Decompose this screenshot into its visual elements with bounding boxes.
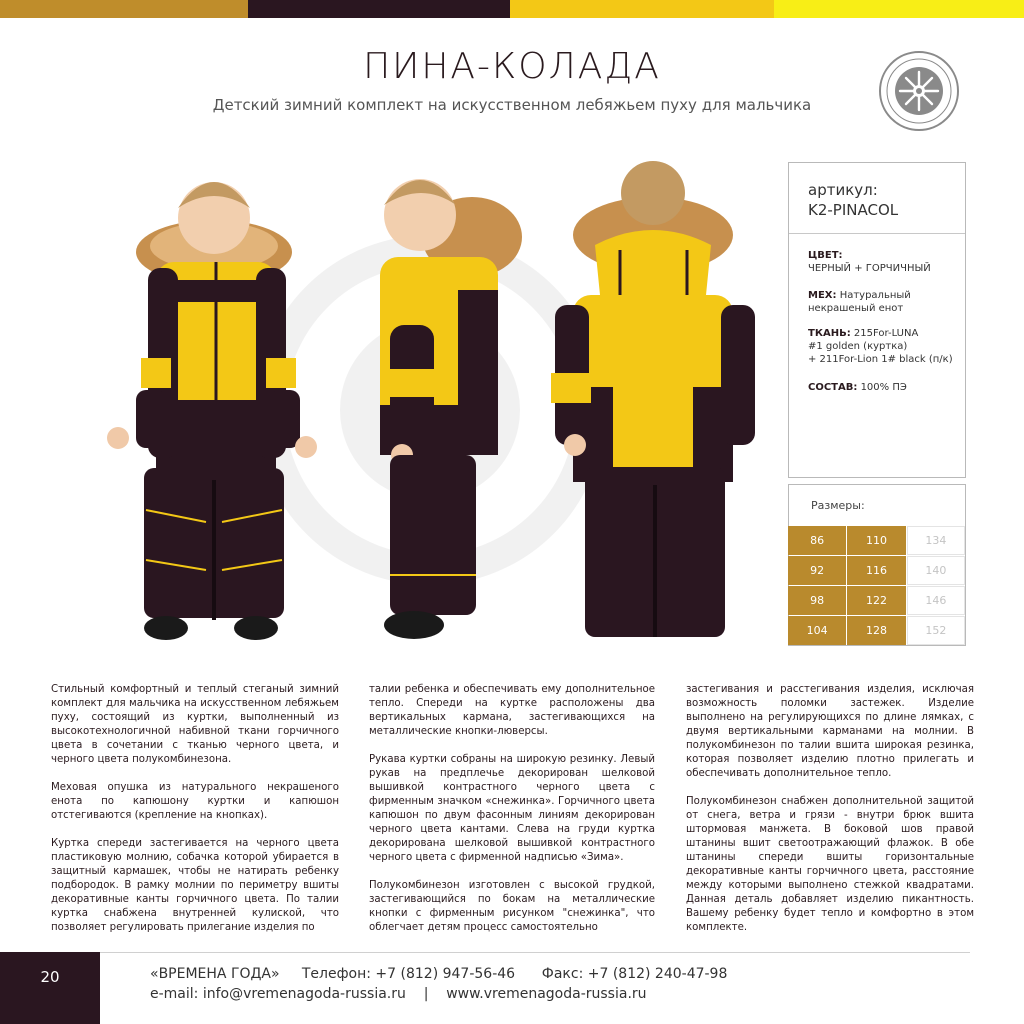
size-row: [788, 586, 966, 615]
size-cell: 110: [847, 526, 905, 555]
product-subtitle: Детский зимний комплект на искусственном лебяжьем пуху для мальчика: [212, 96, 812, 114]
description-column-3: [686, 683, 974, 949]
composition-label: СОСТАВ:: [808, 382, 858, 393]
fabric-value-3: + 211For-Lion 1# black (п/к): [808, 354, 953, 365]
size-grid: [788, 526, 966, 646]
description-paragraph: Меховая опушка из натурального некрашеного енота по капюшону куртки и капюшон отстегиваются (крепление на кнопках).: [51, 782, 339, 821]
fabric-value-1: 215For-LUNA: [853, 328, 919, 339]
size-row: [788, 556, 966, 585]
footer-email[interactable]: e-mail: info@vremenagoda-russia.ru: [150, 986, 406, 1002]
size-cell-unavailable: 140: [907, 556, 965, 585]
fur-label: МЕХ:: [808, 290, 837, 301]
color-bar-gold: [0, 0, 248, 18]
size-cell: 98: [788, 586, 846, 615]
description-paragraph: застегивания и расстегивания изделия, исключая возможность поломки застежек. Изделие выполнено на регулирующихся по длине лямках, с двумя вертикальными карманами на молнии. В полукомбинезон по талии вшита широкая резинка, которая позволяет изделию плотно прилегать и обеспечивать дополнительное тепло.: [686, 684, 974, 779]
size-cell: 128: [847, 616, 905, 645]
footer-web-line: [150, 986, 647, 1002]
description-paragraph: Стильный комфортный и теплый стеганый зимний комплект для мальчика на искусственном лебяжьем пуху, состоящий из куртки, выполненный из высокотехнологичной набивной ткани горчичного цвета в сочетании с тканью черного цвета, и черного цвета полукомбинезона.: [51, 684, 339, 765]
size-row: [788, 616, 966, 645]
size-row: [788, 526, 966, 555]
sizes-label: Размеры:: [811, 499, 865, 512]
sizes-box: [788, 484, 966, 646]
description-paragraph: Полукомбинезон снабжен дополнительной защитой от снега, ветра и грязи - внутри брюк вшита штормовая манжета. В боковой шов правой штанины вшит светоотражающий флажок. В обе штанины спереди вшиты горизонтальные декоративные канты горчичного цвета, расстояние между которыми выполнено стежкой квадратами. Данная деталь добавляет изделию пикантность. Вашему ребенку будет тепло и комфортно в этом комплекте.: [686, 796, 974, 933]
size-cell: 104: [788, 616, 846, 645]
size-cell: 92: [788, 556, 846, 585]
description-paragraph: Полукомбинезон изготовлен с высокой грудкой, застегивающийся по бокам на металлические кнопки с фирменным рисунком "снежинка", что облегчает детям процесс самостоятельно: [369, 880, 655, 933]
size-cell: 86: [788, 526, 846, 555]
size-cell: 122: [847, 586, 905, 615]
description-paragraph: Рукава куртки собраны на широкую резинку. Левый рукав на предплечье декорирован шелковой вышивкой контрастного черного цвета с фирменным значком «снежинка». Горчичного цвета капюшон по двум фасонным линиям декорирован черного цвета кантами. Слева на груди куртка декорирована шелковой вышивкой контрастного черного цвета с фирменной надписью «Зима».: [369, 754, 655, 863]
product-photo-side: [362, 155, 522, 645]
spec-fur: [808, 289, 958, 315]
description-paragraph: Куртка спереди застегивается на черного цвета пластиковую молнию, собачка которой убирается в защитный кармашек, чтобы не натирать ребенку подбородок. В рамку молнии по периметру вшиты декоративные канты горчичного цвета. По талии куртка снабжена внутренней кулиской, что позволяет регулировать прилегание изделия по: [51, 838, 339, 933]
description-column-2: [369, 683, 655, 949]
color-bar-lemon: [774, 0, 1024, 18]
info-divider: [789, 233, 965, 234]
color-label: ЦВЕТ:: [808, 250, 843, 261]
color-bar-dark: [248, 0, 510, 18]
footer-phone: Телефон: +7 (812) 947-56-46: [301, 966, 516, 982]
fabric-label: ТКАНЬ:: [808, 328, 851, 339]
spec-composition: [808, 381, 958, 394]
color-value: ЧЕРНЫЙ + ГОРЧИЧНЫЙ: [808, 263, 931, 274]
fur-value: Натуральный некрашеный енот: [808, 290, 911, 314]
footer-separator: |: [423, 986, 429, 1002]
size-cell-unavailable: 134: [907, 526, 965, 555]
product-photo-front: [96, 150, 328, 645]
description-paragraph: талии ребенка и обеспечивать ему дополнительное тепло. Спереди на куртке расположены два вертикальных кармана, застегивающихся на металлические кнопки-люверсы.: [369, 684, 655, 737]
description-column-1: [51, 683, 339, 949]
footer-divider: [100, 952, 970, 953]
fabric-value-2: #1 golden (куртка): [808, 341, 908, 352]
page-number-box: [0, 952, 100, 1024]
article-label: артикул:: [808, 181, 878, 199]
article-value: K2-PINACOL: [808, 201, 899, 219]
spec-color: [808, 249, 958, 275]
spec-fabric: [808, 327, 958, 366]
product-info-box: [788, 162, 966, 478]
composition-value: 100% ПЭ: [860, 382, 907, 393]
page-number: 20: [40, 968, 60, 986]
size-cell-unavailable: 152: [907, 616, 965, 645]
color-bar-yellow: [510, 0, 774, 18]
top-color-bar: [0, 0, 1024, 18]
footer-contacts-line: [150, 966, 727, 982]
footer-website[interactable]: www.vremenagoda-russia.ru: [446, 986, 647, 1002]
footer-fax: Факс: +7 (812) 240-47-98: [541, 966, 728, 982]
footer-brand: «ВРЕМЕНА ГОДА»: [150, 966, 280, 982]
product-photo-back: [545, 155, 760, 645]
product-title: ПИНА-КОЛАДА: [363, 46, 661, 87]
size-cell-unavailable: 146: [907, 586, 965, 615]
size-cell: 116: [847, 556, 905, 585]
brand-logo-icon: [878, 50, 960, 132]
